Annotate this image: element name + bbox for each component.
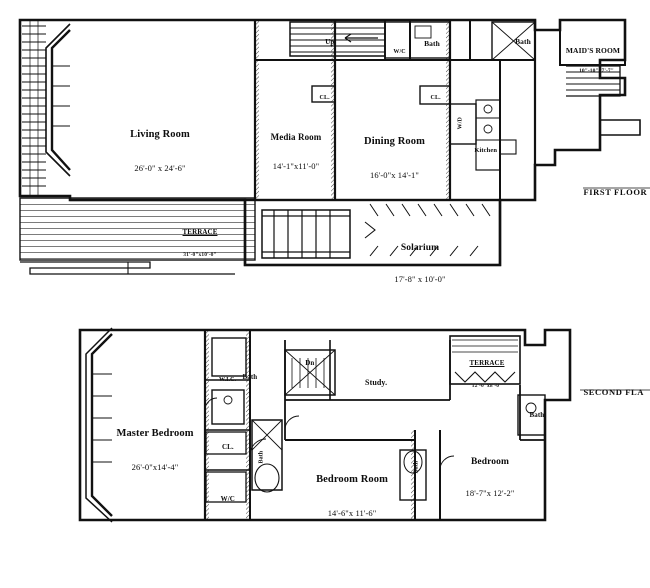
stair-label-up: Up (325, 37, 335, 46)
space-label-wd-first: W/D (457, 117, 463, 130)
closet-label-second: CL. (221, 442, 234, 451)
room-label-media-room: Media Room 14'-1"x11'-0" (270, 132, 322, 172)
space-label-wic: W.I.C. (218, 376, 237, 383)
space-label-bath-second-2: Bath (258, 450, 264, 464)
room-label-master-bedroom: Master Bedroom 26'-0"x14'-4" (116, 427, 194, 472)
stair-label-down: Dn (305, 358, 315, 367)
closet-label-first-1: CL. (319, 94, 330, 101)
space-label-bath-first-2: Bath (515, 37, 531, 47)
room-label-dining-room: Dining Room 16'-0"x 14'-1" (364, 135, 425, 180)
terrace-planters (262, 210, 350, 258)
closet-label-first-2: CL. (430, 94, 441, 101)
bay-window-living-room (46, 24, 70, 176)
room-label-maids-room: MAID'S ROOM (565, 45, 621, 55)
terrace-label-first: TERRACE 31'-0"x10'-0" (182, 227, 218, 259)
room-label-living-room: Living Room 26'-0" x 24'-6" (130, 128, 190, 173)
space-label-bath-second-4: Bath (529, 410, 545, 419)
front-steps-first (20, 20, 46, 196)
space-label-bath-first-1: Bath (424, 39, 440, 49)
space-label-kitchen: Kitchen (474, 147, 498, 155)
room-label-solarium: Solarium 17'-8" x 10'-0" (394, 243, 446, 285)
space-label-wc-first: W/C (393, 48, 406, 55)
second-floor-caption: SECOND FLA (583, 386, 645, 397)
space-label-wc-second: W/C (220, 494, 235, 503)
space-label-study: Study. (365, 377, 388, 387)
space-label-bath-second-1: Bath (242, 372, 258, 381)
first-floor-caption: FIRST FLOOR (583, 186, 648, 197)
room-label-bedroom-room: Bedroom Room 14'-6"x 11'-6" (316, 473, 388, 518)
kitchen-fixtures (476, 100, 516, 170)
terrace-label-second: TERRACE 12'-0"x8'-0" (469, 358, 505, 390)
room-label-bedroom: Bedroom 18'-7"x 12'-2" (465, 457, 515, 499)
room-dims-maids-room: 10"-10"x7'-7" (579, 68, 614, 75)
space-label-bath-second-3: Bath (413, 460, 419, 474)
